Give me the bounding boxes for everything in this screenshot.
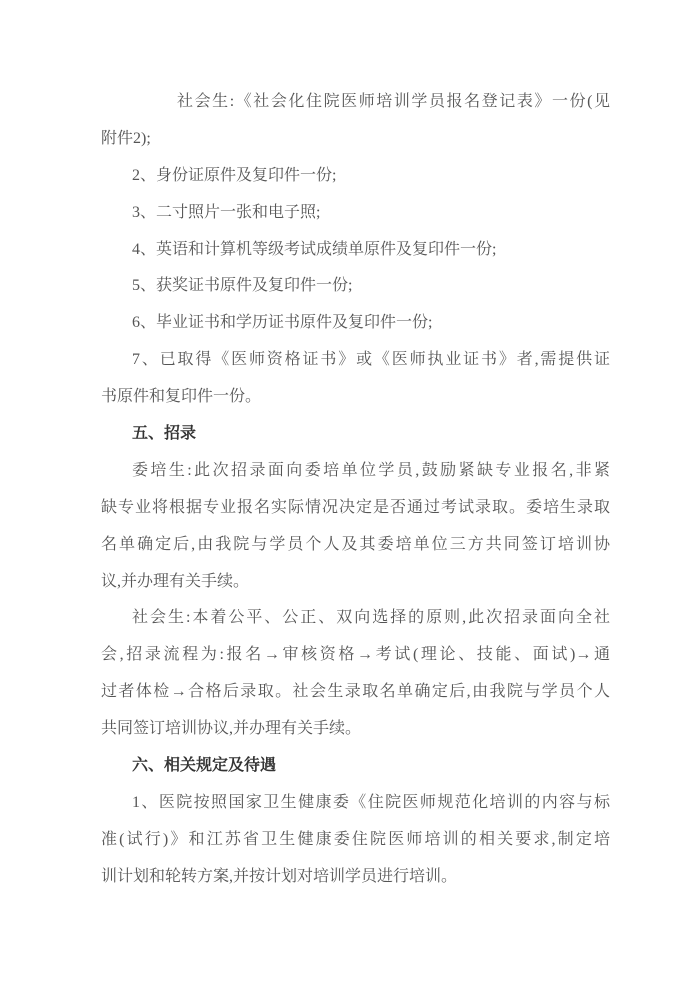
section-heading: 六、相关规定及待遇 [132,757,277,775]
text-line: 共同签订培训协议,并办理有关手续。 [101,720,362,738]
text-line: 缺专业将根据专业报名实际情况决定是否通过考试录取。委培生录取 [101,498,610,516]
text-line: 书原件和复印件一份。 [101,388,262,406]
text-line: 委培生:此次招录面向委培单位学员,鼓励紧缺专业报名,非紧 [132,461,610,479]
text-line: 社会生:本着公平、公正、双向选择的原则,此次招录面向全社 [132,609,610,627]
list-item-line: 4、英语和计算机等级考试成绩单原件及复印件一份; [132,240,497,258]
text-column [101,84,610,896]
list-item-line: 5、获奖证书原件及复印件一份; [132,277,353,295]
list-item-line: 7、已取得《医师资格证书》或《医师执业证书》者,需提供证 [132,351,610,369]
list-item-line: 1、医院按照国家卫生健康委《住院医师规范化培训的内容与标 [132,793,610,811]
text-line: 附件2); [101,129,151,147]
list-item-line: 3、二寸照片一张和电子照; [132,203,321,221]
text-line: 准(试行)》和江苏省卫生健康委住院医师培训的相关要求,制定培 [101,830,610,848]
list-item-line: 6、毕业证书和学历证书原件及复印件一份; [132,314,433,332]
text-line: 训计划和轮转方案,并按计划对培训学员进行培训。 [101,867,458,885]
text-line: 会,招录流程为:报名→审核资格→考试(理论、技能、面试)→通 [101,646,610,664]
text-line: 名单确定后,由我院与学员个人及其委培单位三方共同签订培训协 [101,535,610,553]
section-heading: 五、招录 [132,425,197,443]
list-item-line: 2、身份证原件及复印件一份; [132,166,337,184]
text-line: 议,并办理有关手续。 [101,572,250,590]
text-line: 社会生:《社会化住院医师培训学员报名登记表》一份(见 [177,93,610,110]
text-line: 过者体检→合格后录取。社会生录取名单确定后,由我院与学员个人 [101,683,610,701]
